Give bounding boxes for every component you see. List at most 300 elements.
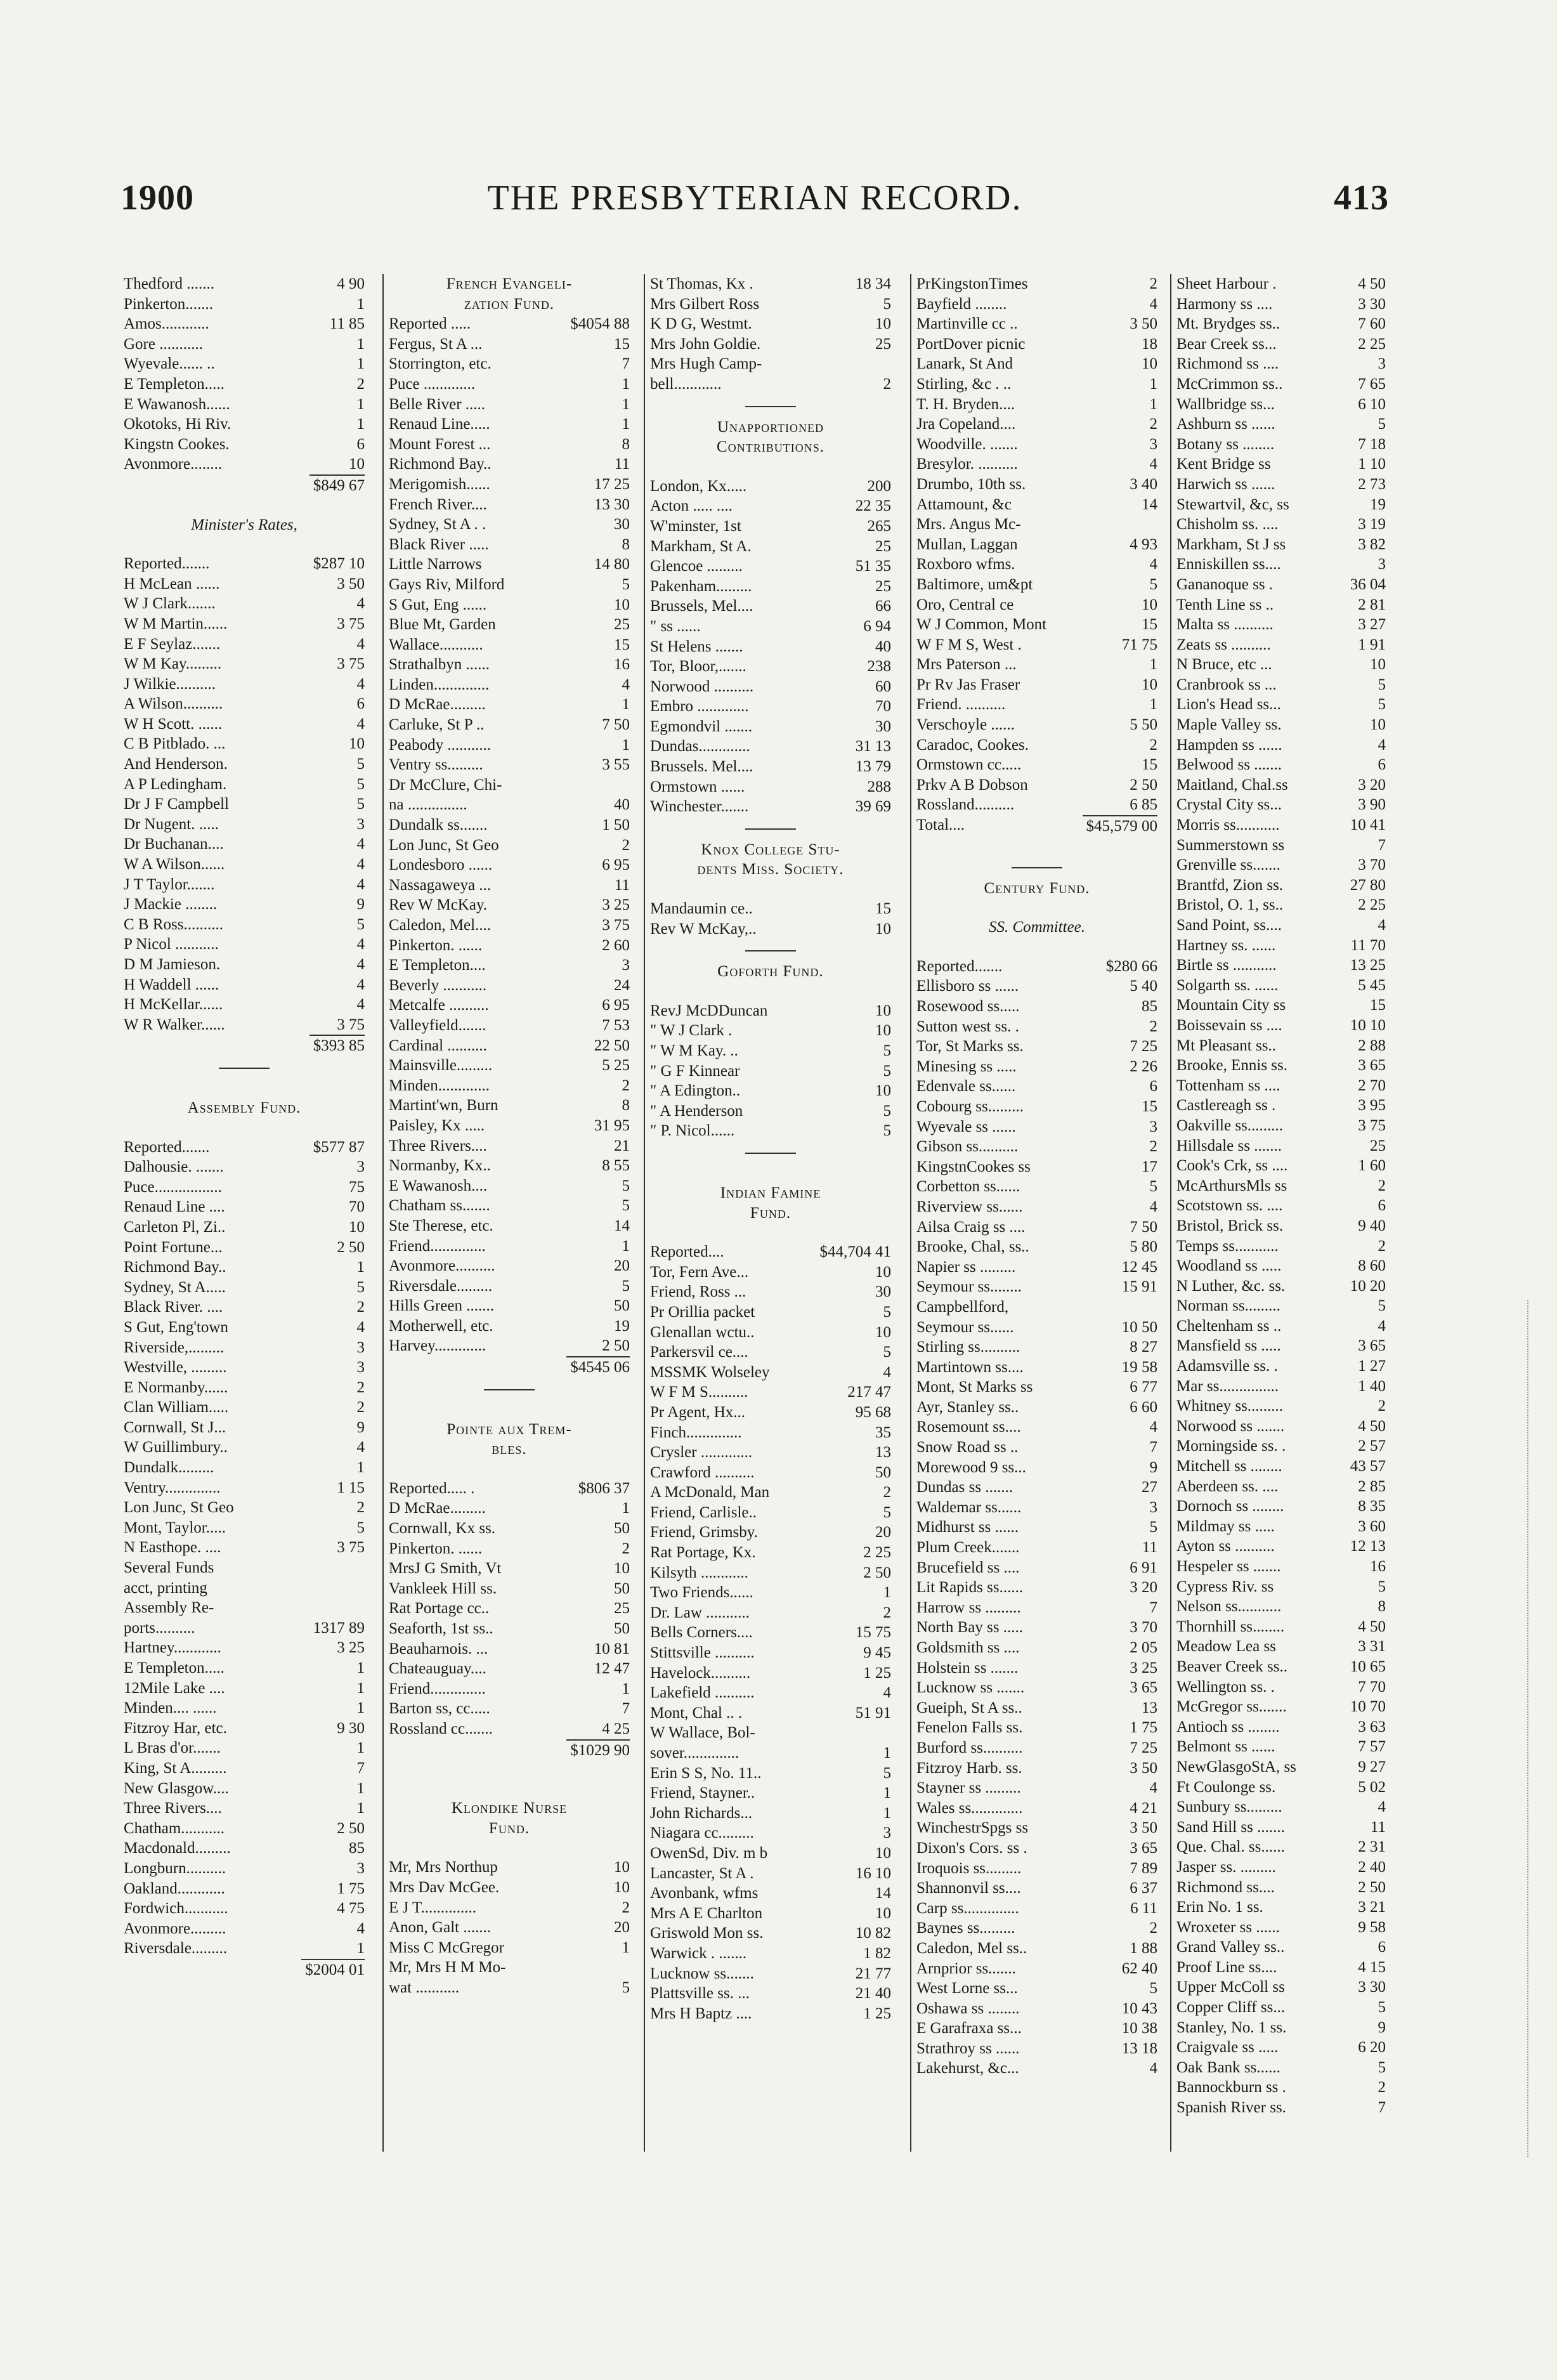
entry-row <box>389 1056 630 1076</box>
entry-amount: 2 <box>356 375 365 393</box>
entry-amount: 9 <box>356 1418 365 1436</box>
entry-name: Puce................. <box>124 1178 222 1196</box>
entry-amount: 10 <box>875 1022 891 1040</box>
entry-name: Rat Portage, Kx. <box>650 1544 756 1562</box>
entry-amount: 5 <box>1149 1980 1157 1998</box>
entry-amount: 40 <box>614 796 630 814</box>
entry-row <box>916 1097 1157 1117</box>
entry-amount: 3 55 <box>602 756 630 774</box>
entry-amount: 8 27 <box>1130 1338 1157 1356</box>
entry-name: Crawford .......... <box>650 1463 755 1481</box>
entry-row <box>650 1442 891 1463</box>
entry-amount: 6 77 <box>1130 1378 1157 1396</box>
entry-amount: 27 80 <box>1350 876 1386 894</box>
page-header <box>121 178 1389 235</box>
entry-row <box>916 957 1157 977</box>
entry-row <box>389 554 630 575</box>
entry-name: Castlereagh ss . <box>1176 1097 1276 1115</box>
entry-name: Thornhill ss........ <box>1176 1618 1285 1635</box>
entry-amount: 1 <box>356 415 365 433</box>
entry-row <box>389 1276 630 1297</box>
entry-amount: 10 <box>614 1878 630 1896</box>
entry-name: Oshawa ss ........ <box>916 1999 1020 2017</box>
entry-name: Mont, Taylor..... <box>124 1519 226 1536</box>
entry-row <box>124 1378 365 1398</box>
entry-name: McGregor ss....... <box>1176 1698 1287 1716</box>
section-heading: Knox College Stu- <box>701 840 840 858</box>
entry-amount: 30 <box>875 717 891 735</box>
entry-name: Mandaumin ce.. <box>650 900 753 918</box>
entry-row <box>1176 1095 1386 1116</box>
entry-amount: 5 <box>1378 1297 1386 1315</box>
entry-amount: 16 <box>614 656 630 674</box>
entry-row <box>650 637 891 657</box>
entry-amount: 5 <box>1378 676 1386 693</box>
entry-name: Gore ........... <box>124 335 203 353</box>
entry-name: Dundalk ss....... <box>389 816 488 834</box>
entry-amount: 3 <box>356 815 365 833</box>
spacer <box>389 1401 630 1420</box>
entry-amount: 4 <box>883 1684 891 1702</box>
entry-row <box>1176 955 1386 976</box>
entry-name: Enniskillen ss.... <box>1176 556 1281 573</box>
entry-name: Morewood 9 ss... <box>916 1458 1026 1476</box>
entry-amount: 5 <box>883 1303 891 1321</box>
entry-row <box>1176 1878 1386 1898</box>
entry-row <box>1176 775 1386 795</box>
column-5 <box>1170 274 1386 2152</box>
entry-name: Peabody ........... <box>389 736 492 754</box>
entry-name: Corbetton ss...... <box>916 1178 1020 1196</box>
entry-name: Mont, Chal .. . <box>650 1704 743 1722</box>
entry-amount: 1 10 <box>1358 455 1386 473</box>
entry-row <box>124 1357 365 1378</box>
entry-amount: 5 <box>1149 575 1157 593</box>
entry-name: Warwick . ....... <box>650 1944 747 1962</box>
entry-row <box>124 875 365 895</box>
entry-row <box>124 1217 365 1238</box>
entry-amount: 10 38 <box>1121 2020 1157 2037</box>
entry-row <box>1176 1536 1386 1557</box>
entry-row <box>650 1061 891 1082</box>
entry-row <box>650 516 891 537</box>
entry-amount: 3 27 <box>1358 616 1386 634</box>
entry-name: Strathroy ss ...... <box>916 2039 1020 2057</box>
entry-amount: 15 <box>1142 616 1157 634</box>
entry-row <box>1176 1136 1386 1156</box>
entry-row <box>389 474 630 495</box>
entry-amount: 3 75 <box>337 655 365 673</box>
entry-name: Reported....... <box>124 555 210 573</box>
entry-row <box>1176 2077 1386 2098</box>
entry-amount: 2 88 <box>1358 1036 1386 1054</box>
entry-amount: 3 31 <box>1358 1638 1386 1656</box>
entry-name: Prkv A B Dobson <box>916 776 1028 794</box>
entry-amount: 3 <box>622 957 630 974</box>
entry-amount: 11 <box>1142 1539 1157 1557</box>
entry-amount: 5 <box>883 1344 891 1361</box>
header-title: THE PRESBYTERIAN RECORD. <box>487 178 1022 218</box>
entry-name: Ventry.............. <box>124 1479 221 1496</box>
entry-name: Clan William..... <box>124 1399 229 1416</box>
entry-amount: 70 <box>875 698 891 716</box>
entry-row <box>1176 1677 1386 1697</box>
entry-amount: 13 <box>875 1444 891 1461</box>
entry-row <box>650 1543 891 1563</box>
entry-row <box>916 715 1157 735</box>
entry-name: Dundas............. <box>650 738 750 755</box>
entry-amount: 4 <box>356 875 365 893</box>
entry-row <box>916 354 1157 374</box>
entry-row <box>389 1958 630 1978</box>
entry-name: Fenelon Falls ss. <box>916 1719 1023 1737</box>
entry-amount: 51 91 <box>855 1704 891 1722</box>
entry-name: Baltimore, um&pt <box>916 575 1033 593</box>
entry-name: Spanish River ss. <box>1176 2099 1286 2117</box>
entry-amount <box>626 775 630 795</box>
entry-name: D McRae......... <box>389 1500 486 1517</box>
entry-name: Bristol, Brick ss. <box>1176 1217 1284 1234</box>
entry-row <box>389 1639 630 1659</box>
entry-name: Wallace........... <box>389 636 483 653</box>
entry-amount: 1 <box>1149 696 1157 714</box>
entry-row <box>916 334 1157 355</box>
entry-amount: 4 <box>356 1439 365 1456</box>
entry-amount: 6 <box>356 435 365 453</box>
entry-amount: 9 45 <box>863 1644 891 1662</box>
entry-name: Grand Valley ss.. <box>1176 1939 1285 1956</box>
entry-amount: 3 90 <box>1358 796 1386 814</box>
entry-amount: 1 <box>883 1804 891 1822</box>
entry-name: Ormstown ...... <box>650 778 745 795</box>
entry-amount: 3 75 <box>337 615 365 632</box>
entry-amount: 4 <box>1149 1779 1157 1797</box>
entry-row <box>389 1116 630 1136</box>
entry-amount: 4 <box>356 635 365 653</box>
entry-amount: 66 <box>875 598 891 615</box>
entry-row <box>916 1337 1157 1357</box>
entry-name: Black River. .... <box>124 1298 223 1316</box>
entry-name: Markham, St J ss <box>1176 535 1286 553</box>
entry-row <box>1176 895 1386 915</box>
entry-amount: 10 <box>614 1859 630 1876</box>
spacer <box>916 938 1157 957</box>
entry-row <box>650 537 891 557</box>
entry-amount: 3 95 <box>1358 1097 1386 1115</box>
entry-name: Caradoc, Cookes. <box>916 736 1029 754</box>
entry-row <box>1176 2098 1386 2118</box>
entry-name: Puce ............. <box>389 375 476 393</box>
entry-name: W F M S.......... <box>650 1383 748 1401</box>
entry-name: Burford ss.......... <box>916 1739 1023 1756</box>
entry-row <box>650 1522 891 1543</box>
entry-name: W J Clark....... <box>124 595 216 613</box>
entry-amount: 9 <box>356 896 365 913</box>
entry-row <box>389 1519 630 1539</box>
entry-amount: 3 30 <box>1358 1978 1386 1996</box>
entry-amount: 1 <box>356 1259 365 1276</box>
spacer <box>650 982 891 1001</box>
section-heading: Contributions. <box>717 438 824 456</box>
entry-row <box>1176 1376 1386 1397</box>
entry-row <box>1176 1496 1386 1517</box>
entry-row <box>1176 314 1386 334</box>
entry-amount: 2 <box>356 1298 365 1316</box>
entry-row <box>389 354 630 374</box>
entry-row <box>389 1938 630 1958</box>
entry-row <box>916 1939 1157 1959</box>
entry-row <box>916 655 1157 675</box>
entry-name: Baynes ss......... <box>916 1919 1015 1937</box>
entry-name: E F Seylaz....... <box>124 635 221 653</box>
entry-row <box>124 1015 365 1035</box>
entry-amount: 10 <box>614 596 630 613</box>
entry-row <box>389 1156 630 1176</box>
entry-row <box>124 1738 365 1758</box>
entry-row <box>124 934 365 955</box>
entry-name: Whitney ss......... <box>1176 1397 1284 1415</box>
entry-amount: 31 95 <box>594 1116 630 1134</box>
header-year: 1900 <box>121 178 194 218</box>
entry-amount: 7 70 <box>1358 1678 1386 1696</box>
entry-row <box>124 1318 365 1338</box>
entry-row <box>124 294 365 315</box>
entry-name: Belmont ss ...... <box>1176 1738 1275 1756</box>
entry-amount: 10 <box>349 1218 365 1236</box>
entry-row <box>916 1738 1157 1758</box>
entry-name: Embro ............. <box>650 698 749 716</box>
entry-row <box>650 1282 891 1302</box>
entry-amount: 15 <box>614 636 630 653</box>
entry-name: Blue Mt, Garden <box>389 616 496 634</box>
entry-row <box>650 757 891 777</box>
entry-name: Botany ss ........ <box>1176 435 1275 453</box>
section-heading: dents Miss. Society. <box>697 861 844 879</box>
entry-amount: 2 81 <box>1358 596 1386 613</box>
entry-name: NewGlasgoStA, ss <box>1176 1758 1296 1775</box>
entry-amount: 4 <box>356 835 365 853</box>
entry-amount: 36 04 <box>1350 575 1386 593</box>
entry-name: " A Henderson <box>650 1102 743 1120</box>
entry-amount: 24 <box>614 976 630 994</box>
entry-name: Harrow ss ......... <box>916 1599 1021 1616</box>
entry-name: Kingstn Cookes. <box>124 435 230 453</box>
entry-name: Friend.............. <box>389 1680 486 1697</box>
entry-name: bell............ <box>650 375 722 393</box>
entry-name: N Luther, &c. ss. <box>1176 1277 1286 1295</box>
entry-row <box>650 1703 891 1723</box>
entry-amount: 1 60 <box>1358 1157 1386 1175</box>
entry-amount: 3 75 <box>1358 1116 1386 1134</box>
entry-name: Cornwall, St J... <box>124 1418 226 1436</box>
entry-amount: 71 75 <box>1121 636 1157 653</box>
entry-row <box>1176 554 1386 575</box>
entry-row <box>650 1021 891 1041</box>
entry-name: Bannockburn ss . <box>1176 2079 1286 2096</box>
entry-amount: 8 55 <box>602 1157 630 1175</box>
entry-amount: 2 <box>1149 1138 1157 1156</box>
entry-row <box>389 535 630 555</box>
entry-amount: 238 <box>867 658 891 676</box>
entry-row <box>916 1237 1157 1257</box>
entry-amount: 5 <box>356 755 365 773</box>
entry-amount: 7 <box>622 1700 630 1718</box>
entry-amount: 1 82 <box>863 1944 891 1962</box>
entry-name <box>389 1739 566 1761</box>
spacer <box>124 535 365 554</box>
entry-name: Gananoque ss . <box>1176 575 1274 593</box>
entry-amount: 14 <box>614 1217 630 1234</box>
entry-row <box>389 1918 630 1938</box>
entry-row <box>389 1659 630 1679</box>
entry-row <box>124 1658 365 1678</box>
entry-name: Minden.... ...... <box>124 1699 217 1717</box>
entry-name: Gibson ss.......... <box>916 1138 1019 1156</box>
entry-name: Storrington, etc. <box>389 355 492 373</box>
entry-name: Gays Riv, Milford <box>389 575 505 593</box>
entry-row <box>124 1278 365 1298</box>
entry-row <box>916 1818 1157 1838</box>
entry-amount: 3 <box>356 1338 365 1356</box>
entry-name: Mount Forest ... <box>389 435 491 453</box>
entry-name: Cranbrook ss ... <box>1176 676 1277 693</box>
entry-amount: 5 50 <box>1130 716 1157 734</box>
entry-row <box>389 374 630 395</box>
entry-name: Avonmore........ <box>124 455 223 473</box>
entry-row <box>650 294 891 315</box>
entry-name: Riverview ss...... <box>916 1198 1023 1215</box>
entry-amount: 8 60 <box>1358 1257 1386 1275</box>
entry-name: PortDover picnic <box>916 335 1026 353</box>
entry-name: Norwood .......... <box>650 677 754 695</box>
entry-amount: 6 20 <box>1358 2039 1386 2056</box>
entry-amount: 51 35 <box>855 558 891 575</box>
entry-name: Thedford ....... <box>124 275 215 292</box>
entry-row <box>650 334 891 355</box>
entry-row <box>1176 1817 1386 1838</box>
entry-name: Miss C McGregor <box>389 1939 504 1956</box>
entry-amount: 13 30 <box>594 495 630 513</box>
entry-name: Pinkerton....... <box>124 295 213 313</box>
entry-row <box>1176 1577 1386 1597</box>
entry-name <box>124 474 309 496</box>
entry-amount: 1 <box>883 1744 891 1762</box>
entry-row <box>916 1899 1157 1919</box>
entry-amount: 22 35 <box>855 497 891 515</box>
entry-name: Friend, Ross ... <box>650 1283 746 1301</box>
entry-amount: 19 <box>1370 495 1386 513</box>
entry-name: Mullan, Laggan <box>916 535 1018 553</box>
entry-name: D McRae......... <box>389 696 486 714</box>
entry-row <box>650 1663 891 1684</box>
entry-amount: 4 25 <box>602 1720 630 1737</box>
entry-name: Richmond Bay.. <box>124 1259 226 1276</box>
entry-name: Dr Nugent. ..... <box>124 815 219 833</box>
entry-amount: 1 <box>883 1584 891 1602</box>
entry-amount: 5 02 <box>1358 1778 1386 1796</box>
section-heading: Fund. <box>488 1819 530 1837</box>
entry-amount: 19 <box>614 1317 630 1335</box>
entry-name: Lion's Head ss... <box>1176 696 1281 714</box>
entry-amount: 10 65 <box>1350 1658 1386 1675</box>
entry-amount: 6 10 <box>1358 395 1386 413</box>
entry-amount: 15 <box>614 335 630 353</box>
entry-amount <box>361 1558 365 1578</box>
entry-row <box>916 1357 1157 1378</box>
entry-row <box>389 334 630 355</box>
entry-row <box>1176 715 1386 735</box>
entry-row <box>124 1338 365 1358</box>
entry-name: Cornwall, Kx ss. <box>389 1520 496 1538</box>
entry-name: Ste Therese, etc. <box>389 1217 493 1234</box>
entry-amount: 17 <box>1142 1158 1157 1175</box>
entry-name: Bells Corners.... <box>650 1624 753 1642</box>
entry-row <box>124 1919 365 1939</box>
entry-name: Cook's Crk, ss .... <box>1176 1157 1288 1175</box>
entry-name: Griswold Mon ss. <box>650 1925 764 1942</box>
entry-amount: 5 <box>622 575 630 593</box>
entry-row <box>916 1277 1157 1297</box>
entry-row <box>389 1216 630 1236</box>
entry-name: W H Scott. ...... <box>124 715 223 733</box>
entry-name: Mrs Dav McGee. <box>389 1878 500 1896</box>
entry-name: Metcalfe .......... <box>389 997 489 1014</box>
entry-row <box>124 754 365 775</box>
entry-row <box>916 1437 1157 1458</box>
entry-amount: 3 75 <box>337 1016 365 1033</box>
entry-row <box>916 454 1157 474</box>
entry-name: Jra Copeland.... <box>916 415 1016 433</box>
entry-name: L Bras d'or....... <box>124 1739 221 1757</box>
entry-row <box>916 1959 1157 1979</box>
entry-name: Amos............ <box>124 315 209 333</box>
entry-name: North Bay ss ..... <box>916 1619 1024 1637</box>
entry-name: Caledon, Mel ss.. <box>916 1939 1027 1957</box>
entry-row <box>916 1517 1157 1538</box>
section-heading: French Evangeli- <box>446 275 573 292</box>
entry-name: Edenvale ss...... <box>916 1078 1016 1095</box>
entry-amount: 3 25 <box>337 1639 365 1657</box>
entry-row <box>1176 354 1386 374</box>
entry-row <box>916 575 1157 595</box>
entry-row <box>1176 1436 1386 1456</box>
total-row <box>124 474 365 496</box>
entry-amount: 1 <box>883 1784 891 1802</box>
entry-row <box>124 1498 365 1518</box>
entry-row <box>1176 1597 1386 1617</box>
entry-row <box>650 1783 891 1803</box>
entry-row <box>1176 1236 1386 1257</box>
entry-amount: 4 50 <box>1358 1417 1386 1435</box>
entry-row <box>650 476 891 497</box>
entry-amount: 5 <box>883 295 891 313</box>
entry-name: PrKingstonTimes <box>916 275 1028 292</box>
entry-amount: 27 <box>1142 1479 1157 1496</box>
entry-amount <box>887 1723 891 1743</box>
entry-row <box>916 1978 1157 1999</box>
entry-row <box>650 1683 891 1703</box>
entry-amount: 1 <box>356 1800 365 1817</box>
entry-name: Roxboro wfms. <box>916 556 1015 573</box>
entry-name: Reported....... <box>124 1138 210 1156</box>
entry-amount: 1 <box>622 1939 630 1956</box>
entry-amount: 12 47 <box>594 1660 630 1678</box>
entry-name: Brussels. Mel.... <box>650 758 753 776</box>
entry-amount: 3 50 <box>1130 1819 1157 1837</box>
entry-name: Strathalbyn ...... <box>389 656 490 674</box>
entry-name: Grenville ss....... <box>1176 856 1280 874</box>
spacer <box>916 898 1157 917</box>
